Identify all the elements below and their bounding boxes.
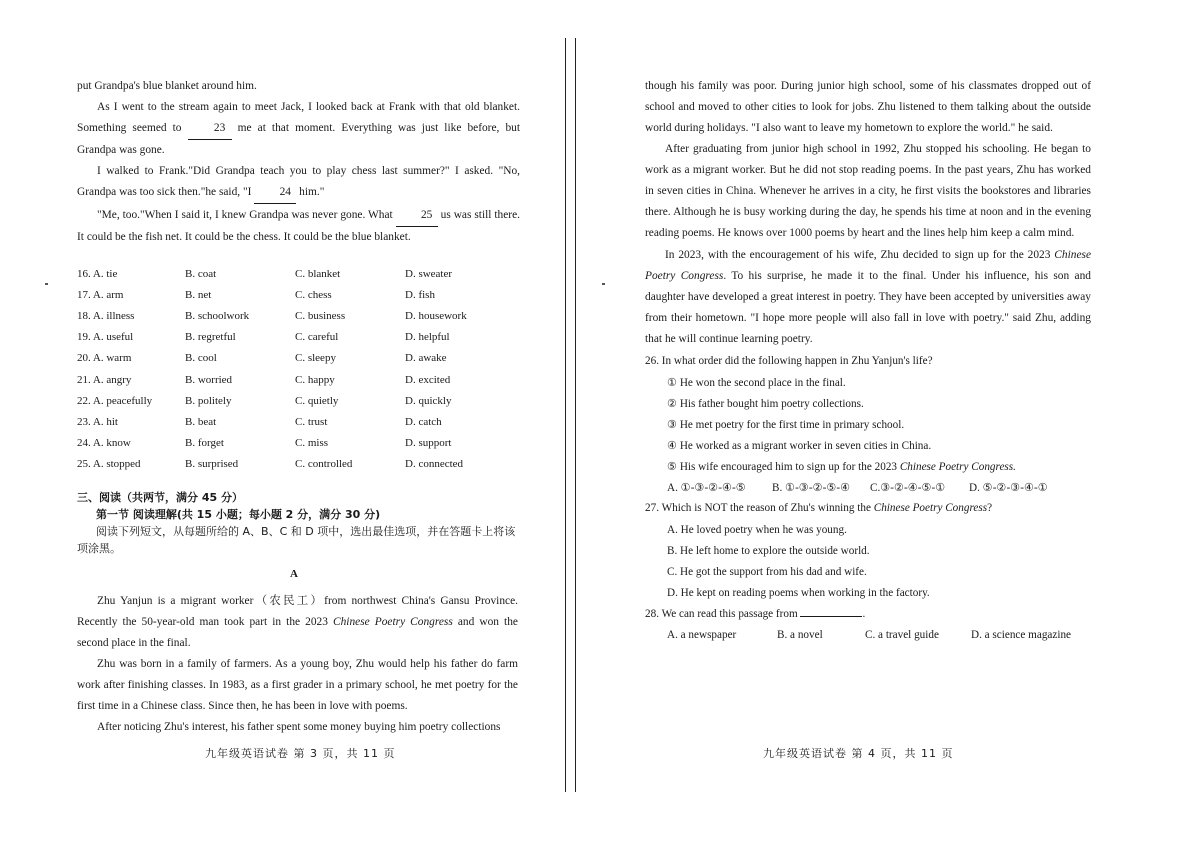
scan-mark: [602, 283, 605, 285]
option-c: C. trust: [295, 416, 328, 428]
text-line: put Grandpa's blue blanket around him.: [77, 80, 257, 92]
option-b: B. regretful: [185, 331, 236, 343]
text-line: was too sick then."he said, "I: [119, 186, 252, 198]
text-line: school and moved to other cities to look for jobs. Zhu listened to them talking about the outside: [645, 101, 1091, 113]
q26-choice-c[interactable]: C.③-②-④-⑤-①: [870, 482, 946, 494]
subsection-title: 第一节 阅读理解(共 15 小题；每小题 2 分，满分 30 分): [96, 508, 381, 521]
option-b: B. coat: [185, 268, 217, 280]
option-a: 17. A. arm: [77, 289, 124, 301]
q26-item: ④ He worked as a migrant worker in seven cities in China.: [667, 440, 932, 452]
text-line: second place in the final.: [77, 637, 191, 649]
text-line: Although he is busy working during the day, he spends his time at noon and in the evening reading: [645, 206, 1092, 239]
q26-item-italic: Chinese Poetry Congress.: [899, 461, 1016, 473]
passage-paragraph: [77, 591, 518, 654]
instruction-line: 项涂黑。: [77, 542, 121, 555]
text-line: world during holidays. "I also want to leave my hometown to explore the world." he said.: [645, 122, 1053, 134]
text-line: from their hometown. "I hope more people will also fall in love with poetry." said Zhu, adding that: [645, 312, 1091, 345]
passage-paragraph: [77, 717, 518, 738]
q26-choice-a[interactable]: A. ①-③-②-④-⑤: [667, 482, 746, 494]
passage-paragraph: [77, 654, 518, 717]
q27-choice-b[interactable]: B. He left home to explore the outside world.: [667, 545, 870, 557]
binding-line: [575, 38, 576, 792]
q26-choice-d[interactable]: D. ⑤-②-③-④-①: [969, 482, 1048, 494]
option-d: D. housework: [405, 310, 467, 322]
q28-choice-b[interactable]: B. a novel: [777, 629, 823, 641]
question-27-stem: [645, 502, 992, 514]
option-c: C. controlled: [295, 458, 353, 470]
text-italic: Chinese Poetry Congress: [645, 249, 1091, 282]
text-line: and won the: [457, 616, 518, 628]
option-d: D. catch: [405, 416, 442, 428]
option-b: B. schoolwork: [185, 310, 250, 322]
option-a: 24. A. know: [77, 437, 131, 449]
blank-24: 24: [254, 182, 296, 204]
text-line: poems. He knows over 1000 poems by heart and the lines help him keep a calm mind.: [682, 227, 1075, 239]
blank-23: 23: [188, 118, 232, 140]
passage-paragraph: [645, 139, 1091, 244]
option-b: B. beat: [185, 416, 217, 428]
passage-paragraph: [645, 245, 1091, 350]
q27-stem-text: 27. Which is NOT the reason of Zhu's winning the: [645, 502, 871, 514]
option-c: C. chess: [295, 289, 332, 301]
option-c: C. careful: [295, 331, 339, 343]
option-a: 20. A. warm: [77, 352, 132, 364]
option-d: D. support: [405, 437, 452, 449]
text-line: In 2023, with the encouragement of his wife, Zhu decided to sign up for the 2023: [665, 249, 1051, 261]
text-line: seven cities in China. Whenever he arrives in a city, he first visits the bookstores and libraries there.: [645, 185, 1091, 218]
q28-choice-a[interactable]: A. a newspaper: [667, 629, 737, 641]
text-line: work as a migrant worker. But he did not stop reading poems. In the past years, Zhu has worked in: [645, 164, 1091, 197]
option-c: C. business: [295, 310, 346, 322]
option-a: 19. A. useful: [77, 331, 134, 343]
option-d: D. sweater: [405, 268, 453, 280]
q28-choice-c[interactable]: C. a travel guide: [865, 629, 939, 641]
q27-choice-a[interactable]: A. He loved poetry when he was young.: [667, 524, 847, 536]
option-b: B. forget: [185, 437, 224, 449]
q26-item: [667, 460, 1016, 473]
page-footer: 九年级英语试卷 第 4 页，共 11 页: [763, 747, 954, 760]
text-line: in a Chinese class. Since then, he has been in love with poems.: [121, 700, 408, 712]
scan-mark: [45, 283, 48, 285]
option-d: D. fish: [405, 289, 435, 301]
right-page: [580, 0, 1200, 848]
option-b: B. worried: [185, 374, 233, 386]
text-line: could be the fish net. It could be the chess. It could be the blue blanket.: [86, 231, 411, 243]
option-b: B. surprised: [185, 458, 239, 470]
instruction-line: 阅读下列短文，从每题所给的 A、B、C 和 D 项中，选出最佳选项，并在答题卡上将该: [96, 525, 516, 538]
option-d: D. awake: [405, 352, 447, 364]
option-b: B. politely: [185, 395, 232, 407]
option-a: 23. A. hit: [77, 416, 118, 428]
passage-paragraph: [645, 76, 1091, 139]
text-line: daughter have developed a great interest in poetry. They have been accepted by universities away: [645, 291, 1091, 303]
option-b: B. cool: [185, 352, 217, 364]
blank-25: 25: [396, 205, 438, 227]
q26-item-text: ⑤ His wife encouraged him to sign up for the 2023: [667, 461, 898, 473]
option-d: D. quickly: [405, 395, 452, 407]
left-page: [0, 0, 570, 848]
text-line: Zhu Yanjun is a migrant worker（农民工）from northwest China's Gansu Province.: [97, 595, 518, 607]
text-line: me at that moment. Everything was just like before, but Grandpa: [77, 122, 520, 156]
q27-stem-italic: Chinese Poetry Congress: [873, 502, 988, 514]
page-footer: 九年级英语试卷 第 3 页，共 11 页: [205, 747, 396, 760]
option-c: C. quietly: [295, 395, 339, 407]
text-line: Zhu was born in a family of farmers. As a young boy, Zhu would help his father do farm work: [77, 658, 518, 691]
q26-choice-b[interactable]: B. ①-③-②-⑤-④: [772, 482, 851, 494]
text-line: though his family was poor. During junior high school, some of his classmates dropped out of: [645, 80, 1091, 92]
q26-item: ② His father bought him poetry collections.: [667, 398, 864, 410]
option-a: 16. A. tie: [77, 268, 118, 280]
q28-stem-text: 28. We can read this passage from: [645, 608, 798, 620]
passage-line: [77, 76, 520, 97]
text-line: . To his surprise, he made it to the final. Under his influence, his son and: [723, 270, 1091, 282]
text-line: After noticing Zhu's interest, his father spent some money buying him poetry collections: [97, 721, 501, 733]
section-title: 三、阅读（共两节，满分 45 分）: [77, 491, 243, 504]
question-26-stem: 26. In what order did the following happen in Zhu Yanjun's life?: [645, 355, 933, 367]
text-line: he will continue learning poetry.: [664, 333, 813, 345]
text-line: him.": [299, 186, 325, 198]
text-line: us was still there. It: [77, 209, 521, 243]
text-line: Recently the 50-year-old man took part in the 2023: [77, 616, 328, 628]
option-b: B. net: [185, 289, 212, 301]
question-28-stem: 28. We can read this passage from .: [645, 608, 866, 620]
option-d: D. excited: [405, 374, 451, 386]
q28-choice-d[interactable]: D. a science magazine: [971, 629, 1072, 641]
option-c: C. miss: [295, 437, 329, 449]
option-c: C. happy: [295, 374, 335, 386]
option-d: D. helpful: [405, 331, 450, 343]
text-line: after finishing classes. In 1983, as a first grader in a primary school, he met poetry for the first time: [77, 679, 518, 712]
option-d: D. connected: [405, 458, 464, 470]
q26-item: ③ He met poetry for the first time in primary school.: [667, 419, 905, 431]
text-line: Something seemed to: [77, 122, 182, 134]
passage-label: A: [290, 568, 298, 580]
option-c: C. blanket: [295, 268, 341, 280]
text-line: "Me, too."When I said it, I knew Grandpa was never gone. What: [97, 209, 393, 221]
option-c: C. sleepy: [295, 352, 336, 364]
answer-blank[interactable]: [800, 616, 862, 617]
option-a: 21. A. angry: [77, 374, 132, 386]
option-a: 25. A. stopped: [77, 458, 141, 470]
text-line: After graduating from junior high school in 1992, Zhu stopped his schooling. He began to: [665, 143, 1091, 155]
q27-choice-d[interactable]: D. He kept on reading poems when working in the factory.: [667, 587, 930, 599]
q26-item: ① He won the second place in the final.: [667, 377, 846, 389]
passage-paragraph: [77, 97, 520, 161]
option-a: 22. A. peacefully: [77, 395, 153, 407]
text-italic: Chinese Poetry Congress: [333, 616, 453, 628]
q27-choice-c[interactable]: C. He got the support from his dad and wife.: [667, 566, 867, 578]
text-line: As I went to the stream again to meet Jack, I looked back at Frank with that old blanket.: [97, 101, 520, 113]
passage-paragraph: [77, 161, 520, 204]
q27-stem-end: ?: [987, 502, 993, 514]
binding-line: [565, 38, 566, 792]
option-a: 18. A. illness: [77, 310, 135, 322]
text-line: I walked to Frank."Did Grandpa teach you to play chess last summer?" I asked. "No, Grandpa: [77, 165, 520, 198]
text-line: was gone.: [119, 144, 165, 156]
passage-paragraph: [77, 205, 520, 248]
